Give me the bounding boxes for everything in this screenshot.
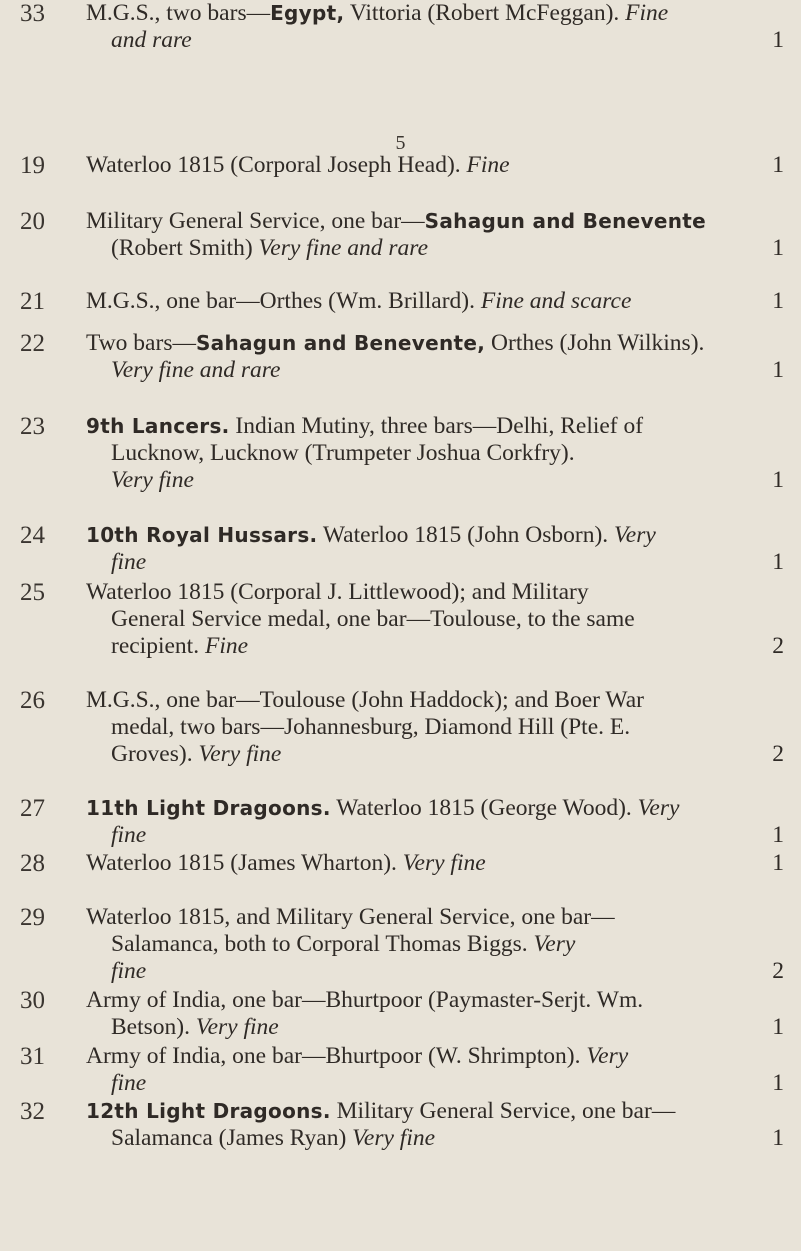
condition-note: Very <box>586 1043 629 1069</box>
description-line <box>86 1014 792 1041</box>
description-line <box>86 1043 792 1070</box>
lot-quantity: 1 <box>772 549 784 575</box>
lot-description <box>86 413 792 494</box>
description-line <box>86 904 792 931</box>
description-line <box>86 235 792 262</box>
description-line <box>86 27 792 54</box>
lot-quantity: 1 <box>772 27 784 53</box>
lot-number: 29 <box>20 904 45 931</box>
description-line <box>86 606 792 633</box>
lot-number: 23 <box>20 413 45 440</box>
condition-note: Very fine and rare <box>111 357 281 383</box>
condition-note: fine <box>111 549 147 575</box>
lot-description <box>86 0 792 54</box>
description-line <box>86 714 792 741</box>
description-text: Indian Mutiny, three bars—Delhi, Relief of <box>229 413 644 439</box>
description-line <box>86 440 792 467</box>
lot-description <box>86 579 792 660</box>
lot-quantity: 1 <box>772 822 784 848</box>
description-text: Military General Service, one bar— <box>330 1098 676 1124</box>
condition-note: Very <box>614 522 656 548</box>
description-line <box>86 288 792 315</box>
lot-quantity: 2 <box>772 633 784 659</box>
description-text: Army of India, one bar—Bhurtpoor (Paymaster-Serjt. Wm. <box>86 987 644 1013</box>
description-text: Betson). <box>111 1014 196 1040</box>
description-text: M.G.S., two bars— <box>86 0 271 26</box>
description-text: Waterloo 1815 (James Wharton). <box>86 850 403 876</box>
description-text: Orthes (John Wilkins). <box>485 330 705 356</box>
lot-quantity: 1 <box>772 1014 784 1040</box>
regiment-heading: 12th Light Dragoons. <box>86 1099 331 1123</box>
description-line <box>86 208 792 235</box>
description-line <box>86 1098 792 1125</box>
description-text: Two bars— <box>86 330 196 356</box>
lot-number: 20 <box>20 208 45 235</box>
description-line <box>86 1070 792 1097</box>
lot-quantity: 1 <box>772 1125 784 1151</box>
lot-description <box>86 850 792 877</box>
lot-quantity: 1 <box>772 235 784 261</box>
condition-note: Very fine <box>111 467 194 493</box>
lot-description <box>86 687 792 768</box>
description-line <box>86 413 792 440</box>
regiment-heading: Sahagun and Benevente <box>424 209 706 233</box>
description-text: Army of India, one bar—Bhurtpoor (W. Shrimpton). <box>86 1043 587 1069</box>
lot-description <box>86 208 792 262</box>
description-line <box>86 357 792 384</box>
description-text: Groves). <box>111 741 199 767</box>
description-line <box>86 687 792 714</box>
description-line <box>86 522 792 549</box>
condition-note: Very <box>637 795 680 821</box>
description-text: Waterloo 1815 (Corporal Joseph Head). <box>86 152 467 178</box>
condition-note: fine <box>111 822 147 848</box>
description-line <box>86 467 792 494</box>
lot-quantity: 1 <box>772 152 784 178</box>
description-line <box>86 822 792 849</box>
lot-description <box>86 288 792 315</box>
description-line <box>86 958 792 985</box>
condition-note: Fine <box>466 152 510 178</box>
lot-description <box>86 330 792 384</box>
lot-number: 30 <box>20 987 45 1014</box>
condition-note: Very <box>533 931 576 957</box>
description-line <box>86 633 792 660</box>
lot-number: 19 <box>20 152 45 179</box>
lot-description <box>86 522 792 576</box>
page-number: 5 <box>395 132 406 154</box>
regiment-heading: 10th Royal Hussars. <box>86 523 318 547</box>
lot-number: 25 <box>20 579 45 606</box>
description-text: (Robert Smith) <box>111 235 259 261</box>
condition-note: Fine and scarce <box>480 288 632 314</box>
description-line <box>86 549 792 576</box>
lot-number: 24 <box>20 522 45 549</box>
description-line <box>86 931 792 958</box>
regiment-heading: 9th Lancers. <box>86 414 230 438</box>
description-text: Vittoria (Robert McFeggan). <box>344 0 626 26</box>
condition-note: Very fine <box>198 741 282 767</box>
lot-number: 21 <box>20 288 45 315</box>
description-text: Waterloo 1815 (Corporal J. Littlewood); and Military <box>86 579 589 605</box>
description-text: M.G.S., one bar—Orthes (Wm. Brillard). <box>86 288 481 314</box>
lot-number: 32 <box>20 1098 45 1125</box>
condition-note: and rare <box>111 27 192 53</box>
description-line <box>86 0 792 27</box>
description-text: Lucknow, Lucknow (Trumpeter Joshua Corkfry). <box>111 440 575 466</box>
description-text: Waterloo 1815 (George Wood). <box>330 795 638 821</box>
lot-quantity: 2 <box>772 741 784 767</box>
lot-description <box>86 1098 792 1152</box>
lot-quantity: 1 <box>772 1070 784 1096</box>
lot-description <box>86 795 792 849</box>
description-line <box>86 795 792 822</box>
condition-note: fine <box>111 958 147 984</box>
description-text: Salamanca, both to Corporal Thomas Biggs. <box>111 931 534 957</box>
lot-number: 27 <box>20 795 45 822</box>
lot-quantity: 1 <box>772 357 784 383</box>
description-text: Waterloo 1815 (John Osborn). <box>317 522 615 548</box>
lot-quantity: 1 <box>772 467 784 493</box>
lot-number: 31 <box>20 1043 45 1070</box>
lot-quantity: 2 <box>772 958 784 984</box>
regiment-heading: 11th Light Dragoons. <box>86 796 331 820</box>
lot-description <box>86 1043 792 1097</box>
regiment-heading: Egypt, <box>270 1 345 25</box>
description-text: M.G.S., one bar—Toulouse (John Haddock); and Boer War <box>86 687 644 713</box>
lot-number: 22 <box>20 330 45 357</box>
description-text: Military General Service, one bar— <box>86 208 425 234</box>
description-line <box>86 987 792 1014</box>
condition-note: Fine <box>625 0 669 26</box>
lot-number: 28 <box>20 850 45 877</box>
description-text: recipient. <box>111 633 205 659</box>
description-line <box>86 850 792 877</box>
condition-note: Very fine and rare <box>258 235 428 261</box>
description-text: medal, two bars—Johannesburg, Diamond Hill (Pte. E. <box>111 714 631 740</box>
lot-description <box>86 904 792 985</box>
lot-number: 33 <box>20 0 45 27</box>
description-line <box>86 579 792 606</box>
condition-note: Fine <box>204 633 249 659</box>
lot-quantity: 1 <box>772 288 784 314</box>
regiment-heading: Sahagun and Benevente, <box>195 331 486 355</box>
condition-note: Very fine <box>352 1125 436 1151</box>
description-line <box>86 1125 792 1152</box>
description-line <box>86 152 792 179</box>
lot-description <box>86 987 792 1041</box>
description-text: General Service medal, one bar—Toulouse, to the same <box>111 606 635 632</box>
condition-note: fine <box>111 1070 147 1096</box>
condition-note: Very fine <box>195 1014 279 1040</box>
lot-number: 26 <box>20 687 45 714</box>
description-line <box>86 330 792 357</box>
description-line <box>86 741 792 768</box>
lot-description <box>86 152 792 179</box>
lot-quantity: 1 <box>772 850 784 876</box>
description-text: Waterloo 1815, and Military General Service, one bar— <box>86 904 615 930</box>
description-text: Salamanca (James Ryan) <box>111 1125 353 1151</box>
condition-note: Very fine <box>402 850 486 876</box>
